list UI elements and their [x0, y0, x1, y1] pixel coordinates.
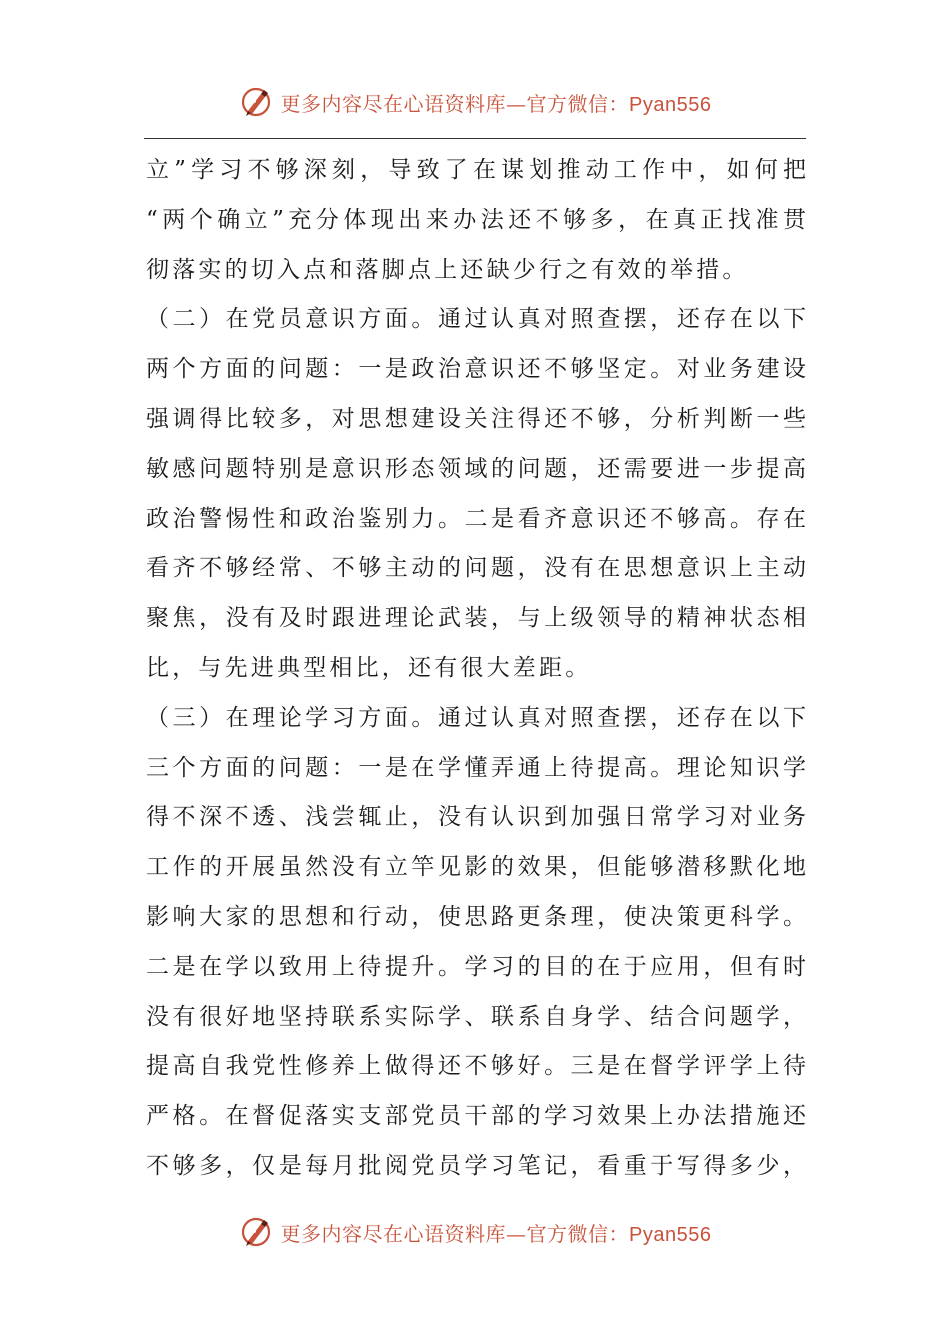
footer-banner	[0, 1210, 950, 1254]
text-line: 不够多，仅是每月批阅党员学习笔记，看重于写得多少，	[146, 1152, 806, 1179]
document-body	[146, 146, 806, 1192]
text-line: 得不深不透、浅尝辄止，没有认识到加强日常学习对业务	[146, 804, 806, 831]
header-banner-wechat-id: Pyan556	[629, 93, 712, 116]
footer-banner-text	[281, 1218, 712, 1247]
header-banner-text-cn: 更多内容尽在心语资料库—官方微信：	[280, 91, 630, 116]
text-line: 强调得比较多，对思想建设关注得还不够，分析判断一些	[146, 405, 806, 432]
header-banner-text	[281, 88, 712, 117]
text-line: 两个方面的问题：一是政治意识还不够坚定。对业务建设	[146, 356, 806, 383]
text-line: 比，与先进典型相比，还有很大差距。	[146, 654, 592, 681]
text-line: 没有很好地坚持联系实际学、联系自身学、结合问题学，	[146, 1003, 806, 1030]
section-heading-line: （三）在理论学习方面。通过认真对照查摆，还存在以下	[146, 704, 806, 731]
header-banner-content	[239, 84, 712, 120]
footer-banner-text-cn: 更多内容尽在心语资料库—官方微信：	[280, 1221, 630, 1246]
text-line: 彻落实的切入点和落脚点上还缺少行之有效的举措。	[146, 256, 749, 283]
text-line: 看齐不够经常、不够主动的问题，没有在思想意识上主动	[146, 555, 806, 582]
text-line: 敏感问题特别是意识形态领域的问题，还需要进一步提高	[146, 455, 806, 482]
text-line: 工作的开展虽然没有立竿见影的效果，但能够潜移默化地	[146, 854, 806, 881]
text-line: 二是在学以致用上待提升。学习的目的在于应用，但有时	[146, 953, 806, 980]
header-banner	[0, 80, 950, 124]
text-line: 影响大家的思想和行动，使思路更条理，使决策更科学。	[146, 903, 806, 930]
footer-banner-content	[239, 1214, 712, 1250]
header-divider	[144, 138, 806, 139]
text-line: 严格。在督促落实支部党员干部的学习效果上办法措施还	[146, 1103, 806, 1130]
text-line: 立”学习不够深刻，导致了在谋划推动工作中，如何把	[146, 157, 806, 183]
text-line: 聚焦，没有及时跟进理论武装，与上级领导的精神状态相	[146, 605, 806, 632]
section-heading-line: （二）在党员意识方面。通过认真对照查摆，还存在以下	[146, 306, 806, 333]
text-line: “两个确立”充分体现出来办法还不够多，在真正找准贯	[146, 206, 806, 233]
text-line: 三个方面的问题：一是在学懂弄通上待提高。理论知识学	[146, 754, 806, 781]
text-line: 提高自我党性修养上做得还不够好。三是在督学评学上待	[146, 1053, 806, 1080]
pen-logo-icon	[239, 1214, 275, 1250]
pen-logo-icon	[239, 84, 275, 120]
footer-banner-wechat-id: Pyan556	[629, 1223, 712, 1246]
text-line: 政治警惕性和政治鉴别力。二是看齐意识还不够高。存在	[146, 505, 806, 532]
